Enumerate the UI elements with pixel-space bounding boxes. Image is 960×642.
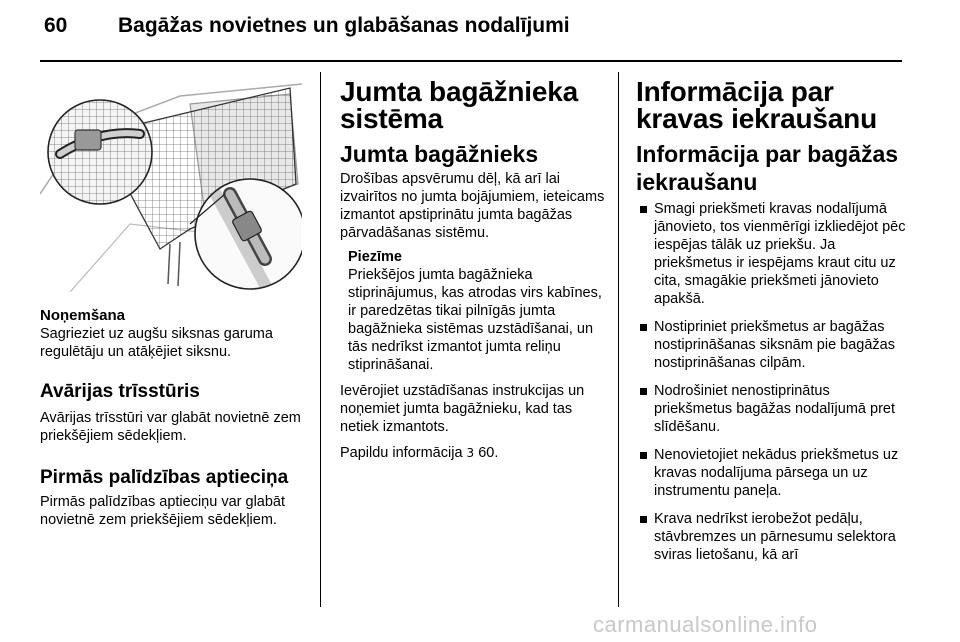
roof-rack-subheading: Jumta bagāžnieks [340, 141, 539, 167]
installation-instructions: Ievērojiet uzstādīšanas instrukcijas un noņemiet jumta bagāžnieku, kad tas netiek izmantots. [340, 383, 585, 435]
cargo-net-illustration [40, 74, 302, 292]
list-item: Smagi priekšmeti kravas nodalījumā jānovieto, tos vienmērīgi izkliedējot pēc iespējas tālāk uz priekšu. Ja priekšmetus ir iespējams kraut citu uz cita, smagākie priekšmeti jānovieto apakšā. [636, 200, 906, 308]
loading-tips-list [636, 200, 906, 564]
page-number: 60 [44, 14, 68, 37]
luggage-loading-subheading: Informācija par bagāžas iekraušanu [636, 141, 899, 195]
first-aid-text: Pirmās palīdzības aptieciņu var glabāt novietnē zem priekšējiem sēdekļiem. [40, 494, 286, 528]
column-divider [320, 72, 321, 607]
note-box [348, 248, 605, 374]
page-header [0, 0, 960, 60]
more-info-line [340, 444, 605, 462]
more-info-text: Papildu informācija [340, 445, 463, 461]
bullet-square-icon [640, 452, 647, 459]
header-rule [40, 60, 902, 62]
bullet-square-icon [640, 324, 647, 331]
warning-triangle-heading: Avārijas trīsstūris [40, 381, 200, 402]
roof-rack-intro: Drošības apsvērumu dēļ, kā arī lai izvairītos no jumta bojājumiem, ieteicams izmantot apstiprinātu jumta bagāžas pārvadāšanas sistēmu. [340, 171, 605, 241]
more-info-page-link[interactable]: 60. [478, 445, 499, 461]
bullet-square-icon [640, 388, 647, 395]
bullet-square-icon [640, 206, 647, 213]
column-1 [40, 72, 302, 529]
column-2 [340, 72, 605, 462]
list-item: Nenovietojiet nekādus priekšmetus uz kravas nodalījuma pārsega un uz instrumentu paneļa. [636, 446, 906, 500]
column-divider [618, 72, 619, 607]
list-item: Nostipriniet priekšmetus ar bagāžas nostiprināšanas siksnām pie bagāžas nostiprināšanas cilpām. [636, 318, 906, 372]
watermark: carmanualsonline.info [593, 612, 818, 637]
page-reference-arrow-icon: 3 [466, 446, 475, 460]
note-label: Piezīme [348, 249, 402, 265]
page-title: Bagāžas novietnes un glabāšanas nodalījumi [118, 14, 570, 37]
warning-triangle-text: Avārijas trīsstūri var glabāt novietnē zem priekšējiem sēdekļiem. [40, 410, 301, 444]
column-3 [636, 72, 906, 574]
note-text: Priekšējos jumta bagāžnieka stiprinājumus, kas atrodas virs kabīnes, ir paredzētas tikai pilnīgās jumta bagāžnieka sistēmas uzstādīšanai, un tās nedrīkst izmantot jumta reliņu stiprināšanai. [348, 267, 602, 373]
cargo-loading-heading: Informācija par kravas iekraušanu [636, 76, 877, 134]
list-item: Krava nedrīkst ierobežot pedāļu, stāvbremzes un pārnesumu selektora sviras lietošanu, kā arī [636, 510, 906, 564]
bullet-square-icon [640, 516, 647, 523]
cargo-net-drawing [40, 74, 302, 292]
first-aid-heading: Pirmās palīdzības aptieciņa [40, 467, 289, 488]
removal-text: Sagrieziet uz augšu siksnas garuma regulētāju un atāķējiet siksnu. [40, 326, 273, 360]
roof-rack-system-heading: Jumta bagāžnieka sistēma [340, 76, 578, 134]
list-item: Nodrošiniet nenostiprinātus priekšmetus bagāžas nodalījumā pret slīdēšanu. [636, 382, 906, 436]
removal-heading: Noņemšana [40, 307, 126, 324]
